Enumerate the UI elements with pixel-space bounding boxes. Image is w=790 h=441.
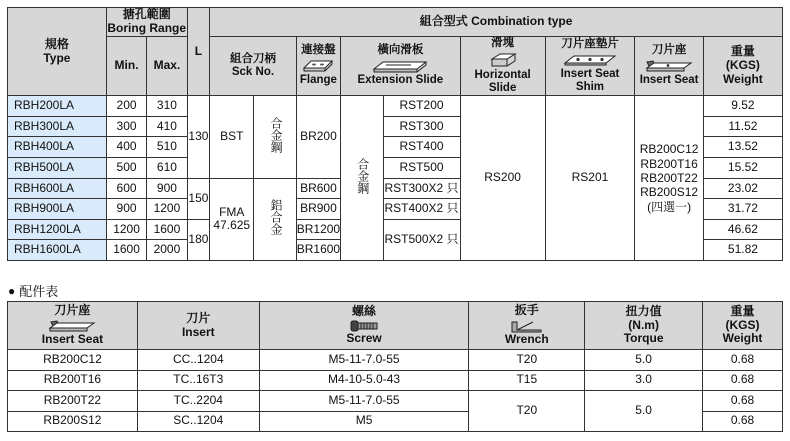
flange-cell: BR1200: [296, 219, 340, 240]
acc-weight-cell: 0.68: [703, 350, 783, 371]
acc-weight-cell: 0.68: [703, 411, 783, 432]
ext-cell: RST500X2 只: [383, 219, 460, 260]
table-row: [8, 96, 783, 117]
type-cell: RBH1600LA: [8, 240, 107, 261]
acc-header-wrench: 扳手 Wrench: [469, 302, 585, 350]
extension-slide-icon: [371, 58, 429, 74]
acc-seat-cell: RB200T16: [8, 370, 138, 391]
ext-cell: RST300X2 只: [383, 178, 460, 199]
min-cell: 1200: [106, 219, 146, 240]
weight-cell: 23.02: [703, 178, 782, 199]
acc-insert-cell: SC..1204: [137, 411, 259, 432]
acc-torque-cell: 5.0: [585, 391, 703, 432]
acc-screw-cell: M5: [259, 411, 469, 432]
header-horizontal-slide: 滑塊 Horizontal Slide: [460, 36, 545, 96]
l-cell: 180: [187, 219, 210, 260]
table-row: [8, 391, 783, 412]
acc-header-screw: 螺絲 Screw: [259, 302, 469, 350]
acc-wrench-cell: T20: [469, 350, 585, 371]
acc-header-seat: 刀片座 Insert Seat: [8, 302, 138, 350]
header-min: Min.: [106, 36, 146, 96]
sck-cell: FMA 47.625: [210, 178, 254, 260]
min-cell: 900: [106, 199, 146, 220]
acc-wrench-cell: T15: [469, 370, 585, 391]
header-max: Max.: [147, 36, 187, 96]
table-row: [8, 350, 783, 371]
l-cell: 130: [187, 96, 210, 178]
flange-cell: BR1600: [296, 240, 340, 261]
acc-insert-cell: TC..2204: [137, 391, 259, 412]
type-cell: RBH1200LA: [8, 219, 107, 240]
acc-screw-cell: M5-11-7.0-55: [259, 391, 469, 412]
max-cell: 1200: [147, 199, 187, 220]
flange-cell: BR600: [296, 178, 340, 199]
type-cell: RBH400LA: [8, 137, 107, 158]
ext-cell: RST500: [383, 158, 460, 179]
insert-seat-shim-icon: [562, 52, 618, 68]
header-sck: 組合刀柄 Sck No.: [210, 36, 297, 96]
ext-material-cell: 合金鋼: [341, 96, 383, 261]
wrench-icon: [509, 319, 545, 333]
sck-cell: BST: [210, 96, 254, 178]
max-cell: 1600: [147, 219, 187, 240]
type-cell: RBH600LA: [8, 178, 107, 199]
max-cell: 410: [147, 116, 187, 137]
type-cell: RBH200LA: [8, 96, 107, 117]
min-cell: 400: [106, 137, 146, 158]
weight-cell: 51.82: [703, 240, 782, 261]
header-combination: 組合型式 Combination type: [210, 8, 783, 37]
horizontal-slide-icon: [488, 51, 518, 69]
header-boring-range: 搪孔範圍 Boring Range: [107, 7, 187, 35]
weight-cell: 13.52: [703, 137, 782, 158]
ext-cell: RST200: [383, 96, 460, 117]
combination-table: [7, 7, 783, 261]
min-cell: 500: [106, 158, 146, 179]
acc-header-insert: 刀片 Insert: [137, 302, 259, 350]
acc-weight-cell: 0.68: [703, 391, 783, 412]
acc-seat-cell: RB200T22: [8, 391, 138, 412]
flange-icon: [301, 58, 335, 74]
ext-cell: RST400: [383, 137, 460, 158]
acc-screw-cell: M5-11-7.0-55: [259, 350, 469, 371]
table-row: [8, 370, 783, 391]
weight-cell: 46.62: [703, 219, 782, 240]
accessories-table: [7, 301, 783, 432]
acc-wrench-cell: T20: [469, 391, 585, 432]
flange-cell: BR900: [296, 199, 340, 220]
max-cell: 2000: [147, 240, 187, 261]
accessories-title: 配件表: [19, 284, 59, 299]
type-cell: RBH300LA: [8, 116, 107, 137]
acc-seat-cell: RB200S12: [8, 411, 138, 432]
min-cell: 200: [106, 96, 146, 117]
acc-header-weight: 重量 (KGS) Weight: [703, 302, 783, 350]
acc-screw-cell: M4-10-5.0-43: [259, 370, 469, 391]
min-cell: 600: [106, 178, 146, 199]
acc-seat-cell: RB200C12: [8, 350, 138, 371]
sck-material-cell: 鋁合金: [254, 178, 296, 260]
insert-seat-icon: [47, 319, 97, 333]
ext-cell: RST300: [383, 116, 460, 137]
type-cell: RBH900LA: [8, 199, 107, 220]
min-cell: 300: [106, 116, 146, 137]
acc-torque-cell: 3.0: [585, 370, 703, 391]
flange-cell: BR200: [296, 96, 340, 178]
header-flange: 連接盤 Flange: [296, 36, 340, 96]
header-insert-seat-shim: 刀片座墊片 Insert Seat Shim: [545, 36, 635, 96]
bullet-icon: ●: [8, 283, 16, 298]
header-weight: 重量 (KGS) Weight: [703, 36, 782, 96]
acc-insert-cell: TC..16T3: [137, 370, 259, 391]
horizontal-cell: RS200: [460, 96, 545, 261]
acc-torque-cell: 5.0: [585, 350, 703, 371]
shim-cell: RS201: [545, 96, 635, 261]
weight-cell: 15.52: [703, 158, 782, 179]
weight-cell: 11.52: [703, 116, 782, 137]
ext-cell: RST400X2 只: [383, 199, 460, 220]
seat-cell: RB200C12 RB200T16 RB200T22 RB200S12 (四選一): [635, 96, 704, 261]
max-cell: 310: [147, 96, 187, 117]
max-cell: 900: [147, 178, 187, 199]
weight-cell: 9.52: [703, 96, 782, 117]
sck-material-cell: 合金鋼: [254, 96, 296, 178]
acc-header-torque: 扭力值 (N.m) Torque: [585, 302, 703, 350]
acc-insert-cell: CC..1204: [137, 350, 259, 371]
l-cell: 150: [187, 178, 210, 219]
acc-weight-cell: 0.68: [703, 370, 783, 391]
insert-seat-icon: [644, 58, 694, 74]
accessories-heading: [8, 281, 58, 300]
min-cell: 1600: [106, 240, 146, 261]
header-type: 規格 Type: [8, 8, 107, 96]
header-extension-slide: 橫向滑板 Extension Slide: [341, 36, 460, 96]
type-cell: RBH500LA: [8, 158, 107, 179]
max-cell: 610: [147, 158, 187, 179]
weight-cell: 31.72: [703, 199, 782, 220]
max-cell: 510: [147, 137, 187, 158]
header-l: L: [187, 8, 210, 96]
header-insert-seat: 刀片座 Insert Seat: [635, 36, 704, 96]
